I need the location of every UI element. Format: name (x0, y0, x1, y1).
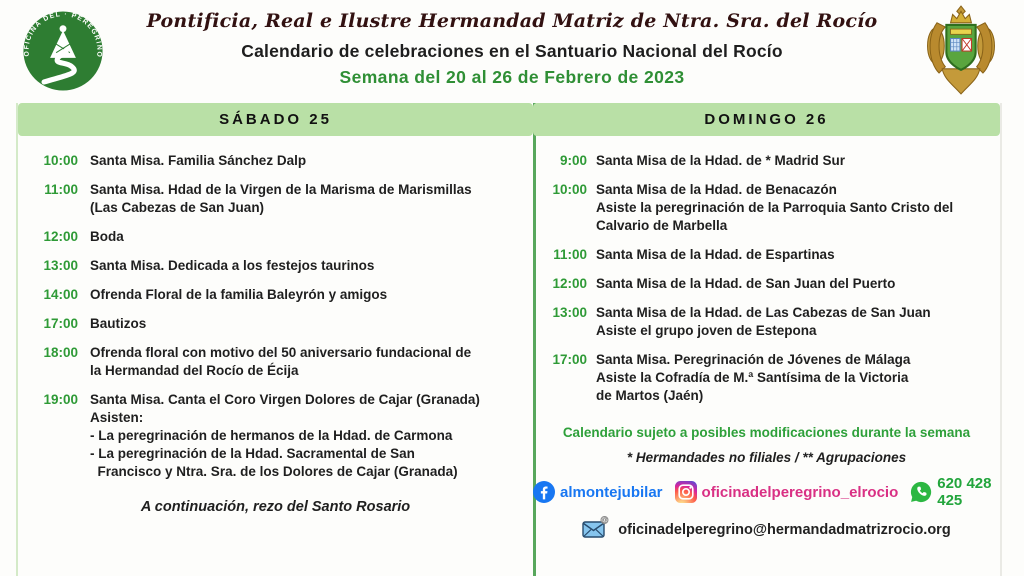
page-title: Pontificia, Real e Ilustre Hermandad Matriz de Ntra. Sra. del Rocío (146, 10, 878, 32)
event-line: (Las Cabezas de San Juan) (90, 200, 265, 215)
event-time: 9:00 (559, 153, 587, 168)
whatsapp-number: 620 428 425 (937, 475, 992, 509)
saturday-column (18, 103, 533, 576)
event-line: Santa Misa de la Hdad. de * Madrid Sur (596, 153, 846, 168)
event-row (28, 391, 529, 481)
saturday-header: SÁBADO 25 (18, 103, 533, 136)
event-line: Bautizos (90, 316, 147, 331)
oficina-del-peregrino-logo (20, 8, 106, 99)
event-line: Santa Misa. Peregrinación de Jóvenes de Málaga (596, 352, 911, 367)
event-line: Boda (90, 229, 124, 244)
event-text (596, 152, 845, 170)
header-text (120, 10, 904, 88)
event-time: 10:00 (552, 182, 587, 197)
header (0, 0, 1024, 103)
event-line: de Martos (Jaén) (596, 388, 704, 403)
event-time: 13:00 (552, 305, 587, 320)
sunday-events (533, 136, 1000, 405)
event-row (28, 152, 529, 170)
event-text (90, 344, 471, 380)
event-line: Santa Misa. Familia Sánchez Dalp (90, 153, 307, 168)
event-row (28, 315, 529, 333)
instagram-link[interactable] (675, 481, 899, 503)
sunday-header: DOMINGO 26 (533, 103, 1000, 136)
legend-note: * Hermandades no filiales / ** Agrupaciones (626, 450, 907, 465)
event-line: - La peregrinación de la Hdad. Sacramental de San (90, 446, 415, 461)
email-link[interactable] (533, 516, 1000, 544)
event-text (90, 315, 146, 333)
event-time: 12:00 (43, 229, 78, 244)
page-subtitle: Calendario de celebraciones en el Santuario Nacional del Rocío (241, 41, 783, 61)
event-line: Santa Misa. Hdad de la Virgen de la Marisma de Marismillas (90, 182, 472, 197)
event-line: Santa Misa de la Hdad. de Las Cabezas de San Juan (596, 305, 931, 320)
event-text (596, 351, 910, 405)
event-row (543, 351, 996, 405)
event-time: 12:00 (552, 276, 587, 291)
event-row (28, 228, 529, 246)
svg-text:@: @ (601, 518, 608, 525)
calendar-body (16, 103, 1002, 576)
instagram-handle: oficinadelperegrino_elrocio (701, 483, 899, 501)
event-line: Santa Misa. Dedicada a los festejos taurinos (90, 258, 375, 273)
event-line: - La peregrinación de hermanos de la Hdad. de Carmona (90, 428, 453, 443)
facebook-link[interactable] (533, 481, 663, 503)
event-line: Ofrenda floral con motivo del 50 aniversario fundacional de (90, 345, 472, 360)
event-time: 17:00 (552, 352, 587, 367)
event-time: 18:00 (43, 345, 78, 360)
event-row (543, 246, 996, 264)
instagram-icon (675, 481, 697, 503)
event-row (543, 304, 996, 340)
event-text (90, 391, 480, 481)
event-line: Asiste la peregrinación de la Parroquia Santo Cristo del (596, 200, 954, 215)
facebook-handle: almontejubilar (560, 483, 663, 501)
event-time: 19:00 (43, 392, 78, 407)
event-row (28, 257, 529, 275)
event-row (543, 275, 996, 293)
event-line: Calvario de Marbella (596, 218, 728, 233)
event-time: 11:00 (44, 182, 78, 197)
whatsapp-icon (910, 481, 932, 503)
event-row (543, 152, 996, 170)
event-row (543, 181, 996, 235)
event-line: Santa Misa de la Hdad. de Benacazón (596, 182, 837, 197)
event-line: Santa Misa de la Hdad. de Espartinas (596, 247, 835, 262)
event-line: Santa Misa. Canta el Coro Virgen Dolores de Cajar (Granada) (90, 392, 480, 407)
event-text (90, 286, 387, 304)
event-line: Asisten: (90, 410, 144, 425)
event-text (596, 246, 835, 264)
closing-note: A continuación, rezo del Santo Rosario (140, 499, 411, 515)
event-text (90, 228, 124, 246)
modification-note: Calendario sujeto a posibles modificaciones durante la semana (562, 425, 971, 440)
event-line: Asiste la Cofradía de M.ª Santísima de la Victoria (596, 370, 909, 385)
social-row (533, 475, 1000, 509)
event-text (90, 181, 472, 217)
event-line: Santa Misa de la Hdad. de San Juan del Puerto (596, 276, 896, 291)
facebook-icon (533, 481, 555, 503)
event-text (90, 152, 306, 170)
event-time: 14:00 (43, 287, 78, 302)
event-row (28, 181, 529, 217)
event-row (28, 344, 529, 380)
event-line: Ofrenda Floral de la familia Baleyrón y amigos (90, 287, 388, 302)
event-line: la Hermandad del Rocío de Écija (90, 363, 299, 378)
event-time: 10:00 (43, 153, 78, 168)
event-line: Asiste el grupo joven de Estepona (596, 323, 817, 338)
event-time: 13:00 (43, 258, 78, 273)
week-range: Semana del 20 al 26 de Febrero de 2023 (339, 67, 685, 87)
saturday-events (18, 136, 533, 481)
event-text (596, 181, 953, 235)
hermandad-crest-logo (924, 4, 998, 101)
event-row (28, 286, 529, 304)
event-line: Francisco y Ntra. Sra. de los Dolores de Cajar (Granada) (90, 464, 458, 479)
sunday-column (533, 103, 1000, 576)
svg-text:OFICINA DEL · PEREGRINO: OFICINA DEL · PEREGRINO (23, 11, 103, 59)
envelope-icon (582, 516, 609, 544)
whatsapp-link[interactable] (910, 475, 1000, 509)
event-text (596, 304, 931, 340)
event-time: 17:00 (43, 316, 78, 331)
event-time: 11:00 (553, 247, 587, 262)
event-text (90, 257, 374, 275)
event-text (596, 275, 895, 293)
email-address: oficinadelperegrino@hermandadmatrizrocio.org (618, 522, 951, 538)
